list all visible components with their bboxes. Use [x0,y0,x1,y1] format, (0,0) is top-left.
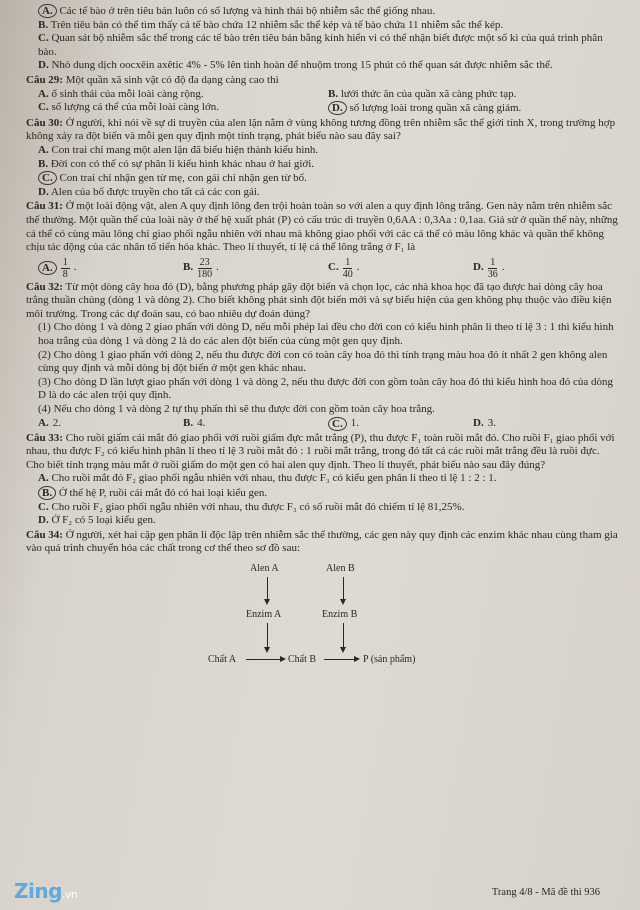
arrow-head [340,647,346,653]
q30-option-c: C. Con trai chỉ nhận gen từ mẹ, con gái chỉ nhận gen từ bố. [26,171,618,186]
q32-statement-4: (4) Nếu cho dòng 1 và dòng 2 tự thụ phấn thì sẽ thu được đời con gồm toàn cây hoa trắng. [38,403,435,416]
alen-a-label: Alen A [250,562,279,574]
question-stem: Ở người, xét hai cặp gen phân li độc lập trên nhiễm sắc thể thường, các gen này quy định các enzim khác nhau cùng tham gia vào quá trình chuyển hóa các chất trong cơ thể theo sơ đồ sau: [26,528,618,555]
answer-circle: A. [38,261,57,275]
arrow-head [354,656,360,662]
question-stem: Từ một dòng cây hoa đỏ (D), bằng phương pháp gây đột biến và chọn lọc, các nhà khoa học đã tạo được hai dòng cây hoa trắng thuần chủng (dòng 1 và dòng 2). Cho biết không phát sinh đột biến mới và sự biểu hiện của gen không phụ thuộc vào điều kiện môi trường. Trong các dự đoán sau, có bao nhiêu dự đoán đúng? [26,280,612,320]
question-31 [26,200,618,279]
fraction: $\frac{1}{36}$ [487,256,498,280]
q31-option-b: B. $\frac{23}{180}$ . [183,256,219,280]
q33-option-a: A. Cho ruồi mắt đỏ F₂ giao phối ngẫu nhiên với nhau, thu được F₃ có kiểu gen phân li theo tỉ lệ 1 : 2 : 1. [38,472,497,485]
q28-option-c: C. Quan sát bộ nhiễm sắc thể trong các tế bào trên tiêu bản bằng kính hiển vi có thể nhận biết được một số kì của quá trình phân bào. [38,32,603,58]
question-28-options [26,4,618,73]
q29-option-a: A. ổ sinh thái của mỗi loài càng rộng. [38,87,204,100]
q32-option-a: A. 2. [38,416,61,429]
question-33 [26,432,618,528]
q29-option-b: B. lưới thức ăn của quần xã càng phức tạp. [328,87,517,100]
q30-option-b: B. Đời con có thể có sự phân li kiểu hình khác nhau ở hai giới. [38,157,315,170]
q28-option-d: D. Nhỏ dung dịch oocxêin axêtic 4% - 5% lên tinh hoàn để nhuộm trong 15 phút có thể quan sát được nhiễm sắc thể. [38,59,553,72]
arrow-line [343,577,344,601]
q32-statement-2: (2) Cho dòng 1 giao phấn với dòng 2, nếu thu được đời con có toàn cây hoa đỏ thì tính trạng màu hoa đỏ ít nhất 2 gen không alen cùng quy định và mỗi dòng bị đột biến ở một gen khác nhau. [38,348,608,375]
question-label: Câu 34: [26,528,63,541]
question-label: Câu 31: [26,200,63,213]
question-stem: Một quần xã sinh vật có độ đa dạng càng cao thì [65,73,279,86]
question-30 [26,117,618,200]
arrow-line [343,623,344,649]
q32-option-b: B. 4. [183,416,206,429]
enzim-a-label: Enzim A [246,608,282,620]
q32-option-c: C. 1. [328,417,473,431]
arrow-line [246,659,280,660]
fraction: $\frac{23}{180}$ [197,256,213,280]
alen-b-label: Alen B [326,562,355,574]
q28-option-a: A. Các tế bào ở trên tiêu bản luôn có số lượng và hình thái bộ nhiễm sắc thể giống nhau. [26,4,618,19]
q29-option-d: D. số lượng loài trong quần xã càng giảm. [328,101,618,116]
arrow-head [340,599,346,605]
question-stem: Ở một loài động vật, alen A quy định lông đen trội hoàn toàn so với alen a quy định lông trắng. Gen này nằm trên nhiễm sắc thể thường. Một quần thể của loài này ở thế hệ xuất phát (P) có cấu trúc di truyền 0,6AA : 0,3Aa : 0,1aa. Giả sử ở quần thể này, những cá thể có cùng màu lông chỉ giao phối ngẫu nhiên với nhau mà không giao phối với các cá thể có màu lông khác và quần thể không chịu tác động của các nhân tố tiến hóa khác. Theo lí thuyết, tỉ lệ cá thể lông trắng ở F₁ là [26,200,618,254]
q33-option-b: B. Ở thế hệ P, ruồi cái mắt đỏ có hai loại kiểu gen. [26,486,618,501]
question-label: Câu 29: [26,73,63,86]
question-32 [26,281,618,431]
answer-circle: C. [328,417,347,431]
arrow-line [324,659,354,660]
enzim-b-label: Enzim B [322,608,358,620]
q33-option-c: C. Cho ruồi F₂ giao phối ngẫu nhiên với nhau, thu được F₃ có số ruồi mắt đỏ chiếm tỉ lệ 81,25%. [38,500,465,513]
page-footer [0,876,640,910]
question-label: Câu 33: [26,431,63,444]
product-label: P (sản phẩm) [363,653,416,665]
question-29 [26,74,618,116]
q30-option-d: D. Alen của bố được truyền cho tất cả các con gái. [38,185,260,198]
answer-circle: A. [38,4,57,18]
q31-option-d: D. $\frac{1}{36}$ . [473,256,505,280]
fraction: $\frac{1}{8}$ [62,256,68,280]
arrow-line [267,577,268,601]
q31-option-c: C. $\frac{1}{40}$ . [328,256,360,280]
q33-option-d: D. Ở F₂ có 5 loại kiểu gen. [38,514,156,527]
q32-option-d: D. 3. [473,416,496,429]
question-label: Câu 32: [26,280,63,293]
q30-option-a: A. Con trai chỉ mang một alen lặn đã biểu hiện thành kiểu hình. [38,143,319,156]
arrow-line [267,623,268,649]
arrow-head [280,656,286,662]
chat-b-label: Chất B [288,653,317,665]
arrow-head [264,647,270,653]
page-number: Trang 4/8 - Mã đề thi 936 [491,887,600,899]
question-stem: Ở người, khi nói về sự di truyền của alen lặn nằm ở vùng không tương đồng trên nhiễm sắc thể giới tính X, trong trường hợp không xảy ra đột biến và mỗi gen quy định một tính trạng, phát biểu nào sau đây sai? [26,116,616,143]
chat-a-label: Chất A [208,653,237,665]
q32-statement-3: (3) Cho dòng D lần lượt giao phấn với dòng 1 và dòng 2, nếu thu được đời con gồm toàn cây hoa đỏ thì kiểu hình hoa đỏ của dòng D là do các alen trội quy định. [38,375,614,402]
pathway-diagram [26,560,626,700]
question-label: Câu 30: [26,116,63,129]
question-stem: Cho ruồi giấm cái mắt đỏ giao phối với ruồi giấm đực mắt trắng (P), thu được F₁ toàn ruồi mắt đỏ. Cho ruồi F₁ giao phối với nhau, thu được F₂ có kiểu hình phân li theo tỉ lệ 3 ruồi mắt đỏ : 1 ruồi mắt trắng, trong đó tất cả các ruồi mắt trắng đều là ruồi đực. Cho biết tính trạng màu mắt ở ruồi giấm do một gen có hai alen quy định. Theo lí thuyết, phát biểu nào sau đây đúng? [26,431,615,471]
q31-option-a: A. $\frac{1}{8}$ . [38,257,183,280]
zing-logo: Zing.vn [14,878,78,903]
question-34 [26,529,618,556]
answer-circle: B. [38,486,56,500]
q29-option-c: C. số lượng cá thể của mỗi loài càng lớn. [38,101,220,114]
q32-statement-1: (1) Cho dòng 1 và dòng 2 giao phấn với dòng D, nếu mỗi phép lai đều cho đời con có kiểu hình phân li theo tỉ lệ 3 : 1 thì kiểu hình hoa trắng của dòng 1 và dòng 2 là do các alen đột biến của cùng một gen quy định. [38,321,614,348]
answer-circle: C. [38,171,57,185]
arrow-head [264,599,270,605]
q28-option-b: B. Trên tiêu bản có thể tìm thấy cả tế bào chứa 12 nhiễm sắc thể kép và tế bào chứa 11 nhiễm sắc thể kép. [38,18,504,31]
fraction: $\frac{1}{40}$ [342,256,353,280]
answer-circle: D. [328,101,347,115]
